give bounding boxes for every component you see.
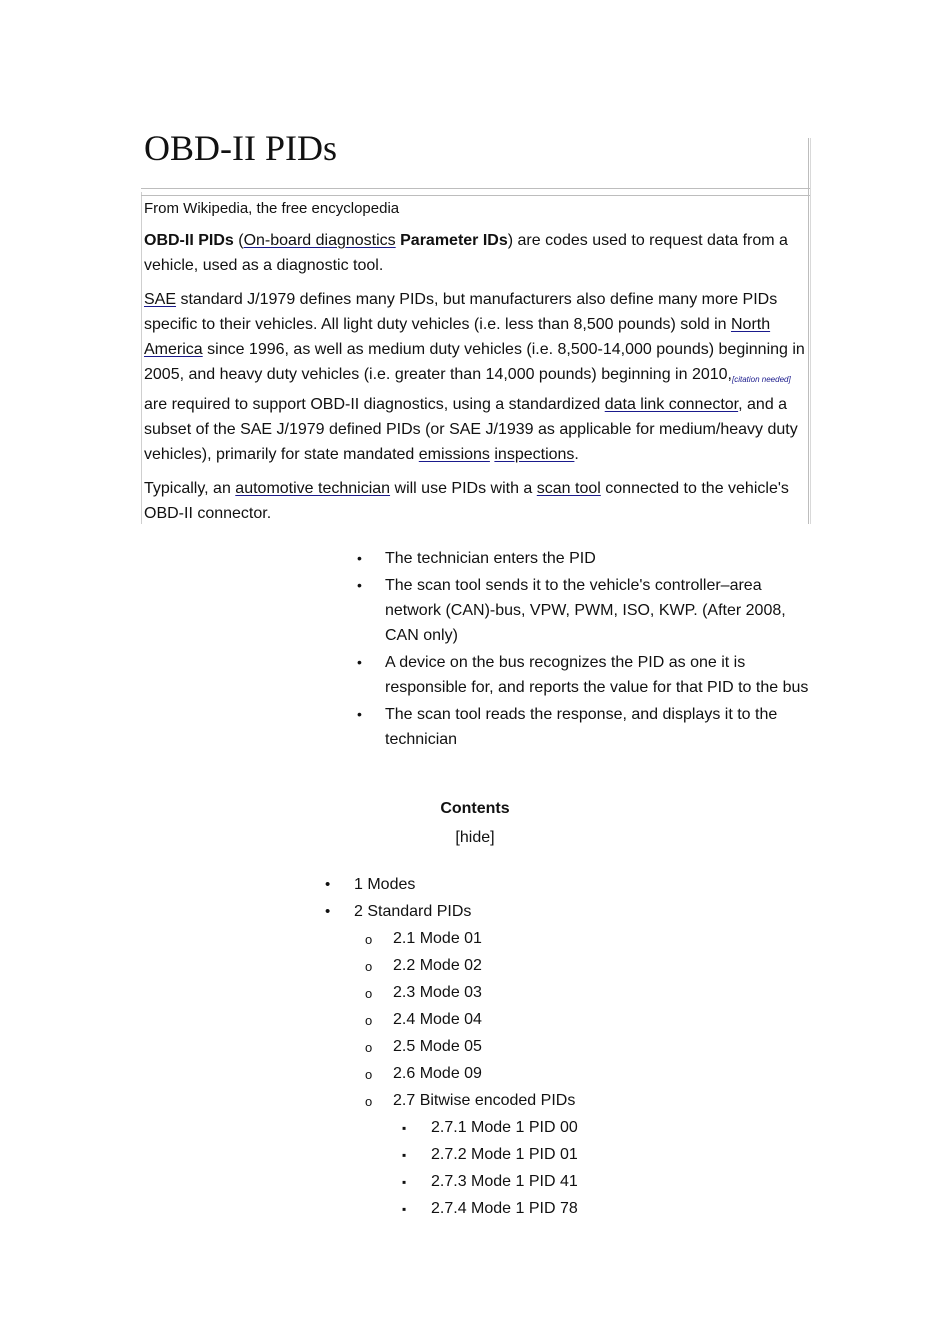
toc-item-mode-09[interactable]: o 2.6 Mode 09 <box>393 1063 578 1090</box>
link-on-board-diagnostics[interactable]: On-board diagnostics <box>243 232 396 249</box>
toc-item-mode1-pid-00[interactable]: ▪ 2.7.1 Mode 1 PID 00 <box>431 1117 578 1144</box>
list-item: • The scan tool reads the response, and displays it to the technician <box>385 702 815 752</box>
toc-item-mode-04[interactable]: o 2.4 Mode 04 <box>393 1009 578 1036</box>
standards-text-6: . <box>574 446 579 463</box>
content-border-right-inner <box>810 138 811 524</box>
toc-item-mode-05[interactable]: o 2.5 Mode 05 <box>393 1036 578 1063</box>
process-steps-list <box>385 546 815 754</box>
usage-text-1: Typically, an <box>144 480 236 497</box>
link-data-link-connector[interactable]: data link connector <box>604 396 739 413</box>
toc-item-mode1-pid-01[interactable]: ▪ 2.7.2 Mode 1 PID 01 <box>431 1144 578 1171</box>
intro-term-parameter-ids: Parameter IDs <box>400 232 508 249</box>
link-north-america[interactable]: North America <box>144 316 771 358</box>
toc-item-mode1-pid-41[interactable]: ▪ 2.7.3 Mode 1 PID 41 <box>431 1171 578 1198</box>
link-inspections[interactable]: inspections <box>494 446 575 463</box>
article-body <box>144 199 808 535</box>
toc-item-mode-01[interactable]: o 2.1 Mode 01 <box>393 928 578 955</box>
title-divider-secondary <box>141 195 810 196</box>
citation-needed-link[interactable]: [citation needed] <box>731 375 791 384</box>
standards-text-1: standard J/1979 defines many PIDs, but manufacturers also define many more PIDs specific to their vehicles. All light duty vehicles (i.e. less than 8,500 pounds) sold in <box>144 291 778 333</box>
intro-open-paren: ( <box>233 232 244 249</box>
title-divider <box>141 188 810 189</box>
intro-rest: ) are codes used to request data from a vehicle, used as a diagnostic tool. <box>144 232 788 274</box>
site-tagline: From Wikipedia, the free encyclopedia <box>144 200 400 217</box>
standards-text-2: since 1996, as well as medium duty vehicles (i.e. 8,500-14,000 pounds) beginning in 2005, and heavy duty vehicles (i.e. greater than 14,000 pounds) beginning in 2010, <box>144 341 805 383</box>
link-scan-tool[interactable]: scan tool <box>536 480 601 497</box>
toc-hide-toggle[interactable]: [hide] <box>455 829 495 846</box>
toc-item-bitwise-encoded-pids[interactable]: o 2.7 Bitwise encoded PIDs <box>393 1090 578 1117</box>
list-item: • A device on the bus recognizes the PID as one it is responsible for, and reports the value for that PID to the bus <box>385 650 815 700</box>
link-sae[interactable]: SAE <box>144 291 177 308</box>
usage-text-3: connected to the vehicle's OBD-II connector. <box>144 480 789 522</box>
toc-item-mode1-pid-78[interactable]: ▪ 2.7.4 Mode 1 PID 78 <box>431 1198 578 1225</box>
standards-paragraph <box>144 287 808 467</box>
table-of-contents <box>354 874 578 1225</box>
page-title: OBD-II PIDs <box>144 128 337 168</box>
toc-item-standard-pids[interactable]: • 2 Standard PIDs <box>354 901 578 928</box>
content-border-left <box>141 192 142 524</box>
standards-text-3: are required to support OBD-II diagnostics, using a standardized <box>144 396 605 413</box>
list-item: • The technician enters the PID <box>385 546 815 571</box>
toc-item-mode-02[interactable]: o 2.2 Mode 02 <box>393 955 578 982</box>
list-item: • The scan tool sends it to the vehicle's controller–area network (CAN)-bus, VPW, PWM, ISO, KWP. (After 2008, CAN only) <box>385 573 815 648</box>
usage-paragraph <box>144 476 808 526</box>
link-emissions[interactable]: emissions <box>418 446 490 463</box>
intro-term: OBD-II PIDs <box>144 232 234 249</box>
toc-title: Contents <box>440 800 510 817</box>
toc-item-modes[interactable]: • 1 Modes <box>354 874 578 901</box>
intro-paragraph <box>144 228 808 278</box>
toc-item-mode-03[interactable]: o 2.3 Mode 03 <box>393 982 578 1009</box>
link-automotive-technician[interactable]: automotive technician <box>235 480 391 497</box>
standards-text-4: , and a subset of the SAE J/1979 defined PIDs (or SAE J/1939 as applicable for medium/heavy duty vehicles), primarily for state mandated <box>144 396 798 463</box>
usage-text-2: will use PIDs with a <box>390 480 537 497</box>
